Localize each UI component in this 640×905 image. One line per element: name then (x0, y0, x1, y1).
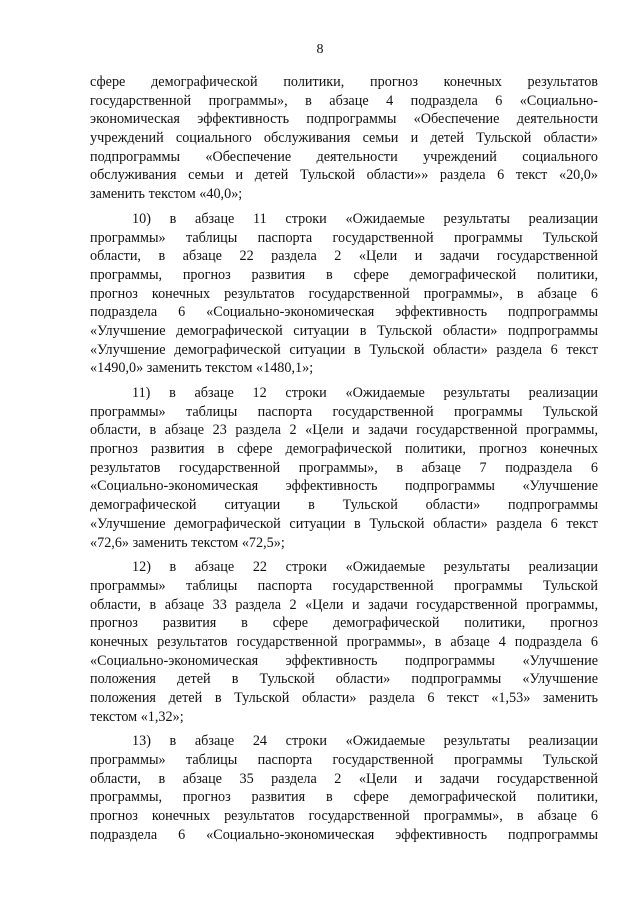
text-line: «Улучшение демографической ситуации в Тульской области» раздела 6 текст (90, 515, 598, 532)
text-line: прогноз конечных результатов государственной программы», в абзаце 6 (90, 285, 598, 302)
page-number: 8 (316, 42, 324, 57)
text-line: подраздела 6 «Социально-экономическая эффективность подпрограммы (90, 826, 598, 843)
text-line: программы» таблицы паспорта государственной программы Тульской (90, 752, 598, 769)
text-line: программы» таблицы паспорта государственной программы Тульской (90, 403, 598, 420)
text-line: экономическая эффективность подпрограммы «Обеспечение деятельности (90, 111, 598, 128)
text-line: 10) в абзаце 11 строки «Ожидаемые результаты реализации (132, 210, 598, 227)
text-line: «72,6» заменить текстом «72,5»; (90, 534, 285, 551)
text-line: «Улучшение демографической ситуации в Тульской области» раздела 6 текст (90, 341, 598, 358)
text-line: заменить текстом «40,0»; (90, 186, 243, 203)
text-line: области, в абзаце 22 раздела 2 «Цели и задачи государственной (90, 248, 598, 265)
paragraph-item-11 (90, 384, 598, 552)
text-line: 11) в абзаце 12 строки «Ожидаемые результаты реализации (132, 385, 598, 401)
text-line: программы» таблицы паспорта государственной программы Тульской (90, 229, 598, 246)
text-line: области, в абзаце 33 раздела 2 «Цели и задачи государственной программы, (90, 596, 598, 613)
text-line: сфере демографической политики, прогноз конечных результатов (90, 74, 598, 90)
text-line: «1490,0» заменить текстом «1480,1»; (90, 360, 314, 377)
text-line: области, в абзаце 35 раздела 2 «Цели и задачи государственной (90, 770, 598, 787)
text-line: положения детей в Тульской области» раздела 6 текст «1,53» заменить (90, 690, 598, 706)
paragraph-continuation (90, 73, 598, 204)
text-line: прогноз конечных результатов государственной программы», в абзаце 6 (90, 808, 598, 825)
text-line: государственной программы», в абзаце 4 подраздела 6 «Социально- (90, 92, 598, 109)
text-line: положения детей в Тульской области» подпрограммы «Улучшение (90, 671, 598, 688)
text-line: конечных результатов государственной программы», в абзаце 4 подраздела 6 (90, 633, 598, 650)
text-line: текстом «1,32»; (90, 708, 184, 725)
text-line: 13) в абзаце 24 строки «Ожидаемые результаты реализации (132, 733, 598, 750)
text-line: программы, прогноз развития в сфере демографической политики, (90, 266, 598, 283)
text-line: подраздела 6 «Социально-экономическая эффективность подпрограммы (90, 304, 598, 321)
text-line: подпрограммы «Обеспечение деятельности учреждений социального (90, 148, 598, 165)
text-line: программы» таблицы паспорта государственной программы Тульской (90, 577, 598, 594)
text-line: «Улучшение демографической ситуации в Тульской области» подпрограммы (90, 322, 598, 339)
text-line: программы, прогноз развития в сфере демографической политики, (90, 789, 598, 806)
document-body (90, 73, 598, 845)
paragraph-item-12 (90, 558, 598, 726)
text-line: прогноз развития в сфере демографической политики, прогноз конечных (90, 441, 598, 458)
paragraph-item-13 (90, 732, 598, 844)
text-line: результатов государственной программы», в абзаце 7 подраздела 6 (90, 459, 598, 476)
text-line: «Социально-экономическая эффективность подпрограммы «Улучшение (90, 478, 598, 495)
text-line: прогноз развития в сфере демографической политики, прогноз (90, 615, 598, 632)
text-line: «Социально-экономическая эффективность подпрограммы «Улучшение (90, 652, 598, 669)
text-line: учреждений социального обслуживания семьи и детей Тульской области» (90, 130, 598, 147)
text-line: области, в абзаце 23 раздела 2 «Цели и задачи государственной программы, (90, 422, 598, 439)
text-line: обслуживания семьи и детей Тульской области»» раздела 6 текст «20,0» (90, 167, 598, 184)
text-line: демографической ситуации в Тульской области» подпрограммы (90, 497, 598, 514)
paragraph-item-10 (90, 210, 598, 378)
text-line: 12) в абзаце 22 строки «Ожидаемые результаты реализации (132, 559, 598, 576)
